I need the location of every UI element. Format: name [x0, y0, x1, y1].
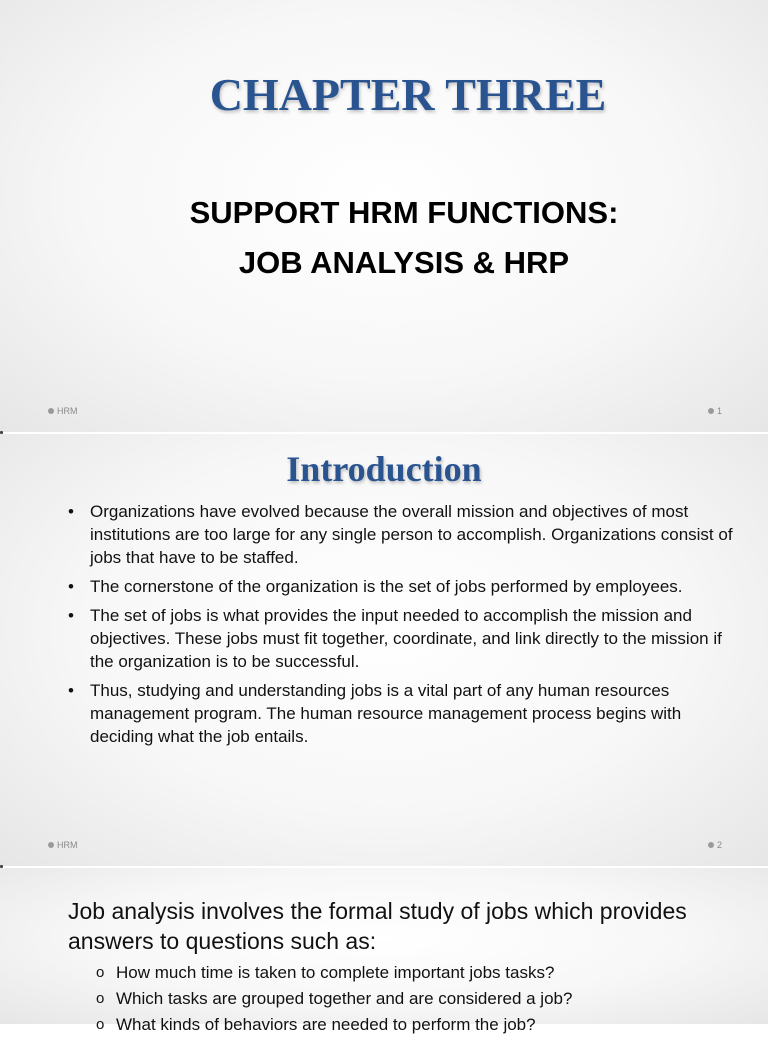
slide-number-text: 2 — [716, 840, 722, 850]
circle-bullet-icon: o — [96, 964, 105, 981]
bullet-icon: • — [68, 606, 74, 625]
slide-number-text: 1 — [716, 406, 722, 416]
list-item — [66, 500, 736, 569]
slide-3 — [0, 868, 768, 1034]
circle-bullet-icon: o — [96, 1016, 105, 1033]
chapter-title: CHAPTER THREE — [209, 69, 607, 120]
list-item — [96, 960, 736, 986]
slide-footer-label — [48, 406, 78, 416]
bullet-icon: • — [68, 577, 74, 596]
slide-2 — [0, 434, 768, 866]
bullet-text: Thus, studying and understanding jobs is a vital part of any human resources management program. The human resource management process begins with deciding what the job entails. — [90, 681, 682, 746]
job-analysis-question-list — [96, 960, 736, 1038]
question-text: What kinds of behaviors are needed to perform the job? — [116, 1015, 536, 1034]
slide-number — [708, 406, 722, 416]
subtitle-line-2: JOB ANALYSIS & HRP — [238, 245, 570, 280]
footer-label-text: HRM — [57, 406, 78, 416]
list-item — [96, 1012, 736, 1038]
footer-dot-icon — [708, 408, 714, 414]
footer-dot-icon — [48, 408, 54, 414]
list-item — [66, 604, 736, 673]
list-item — [66, 575, 736, 598]
chapter-subtitle — [0, 188, 768, 288]
footer-dot-icon — [708, 842, 714, 848]
bullet-text: The set of jobs is what provides the input needed to accomplish the mission and objectives. These jobs must fit together, coordinate, and link directly to the mission if the organization is to be successful. — [90, 606, 722, 671]
slide-footer-label — [48, 840, 78, 850]
list-item — [96, 986, 736, 1012]
question-text: How much time is taken to complete important jobs tasks? — [116, 963, 555, 982]
bullet-icon: • — [68, 681, 74, 700]
question-text: Which tasks are grouped together and are considered a job? — [116, 989, 573, 1008]
introduction-title: Introduction — [286, 449, 482, 489]
circle-bullet-icon: o — [96, 990, 105, 1007]
job-analysis-intro: Job analysis involves the formal study of jobs which provides answers to questions such as: — [68, 898, 687, 954]
bullet-text: Organizations have evolved because the overall mission and objectives of most institutions are too large for any single person to accomplish. Organizations consist of jobs that have to be staffed. — [90, 502, 733, 567]
bullet-text: The cornerstone of the organization is the set of jobs performed by employees. — [90, 577, 683, 596]
list-item — [66, 679, 736, 748]
footer-dot-icon — [48, 842, 54, 848]
bullet-icon: • — [68, 502, 74, 521]
slide-1 — [0, 0, 768, 432]
introduction-bullet-list — [66, 500, 736, 754]
subtitle-line-1: SUPPORT HRM FUNCTIONS: — [189, 195, 619, 230]
footer-label-text: HRM — [57, 840, 78, 850]
slide-number — [708, 840, 722, 850]
